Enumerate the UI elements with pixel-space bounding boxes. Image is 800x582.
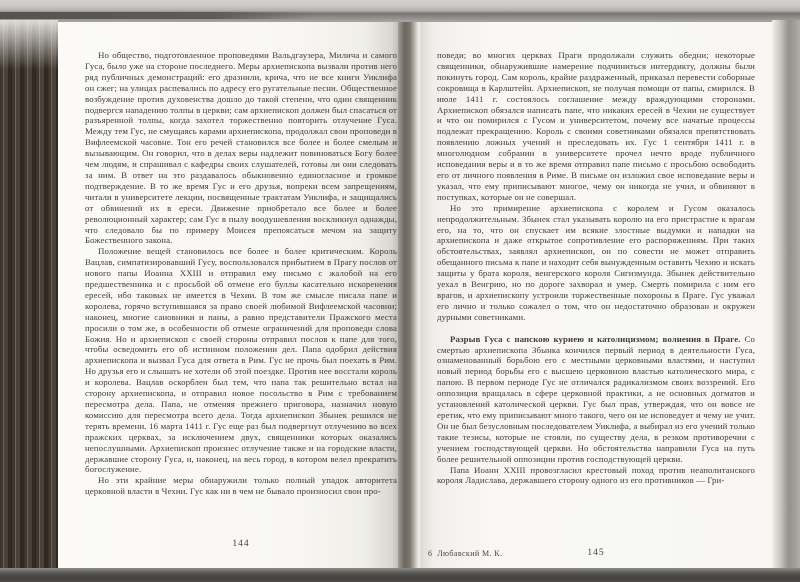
scanner-bottom-edge xyxy=(0,568,800,582)
paragraph-right-2: Но это примирение архиепископа с королем и Гусом оказалось непродолжительным. Збынек стал указывать королю на его пристрастие к врагам его, на то, что он спускает им всякие злостные выдумки и нападки на архиепископа и даже открытое сопротивление его распоряжениям. При таких обстоятельствах, заявлял архиепископ, он по совести не может отправить обещанного письма к папе и находит себя вынужденным оставить Чехию и искать защиты у брата короля, венгерского короля Сигизмунда. Збынек действительно уехал в Венгрию, но по дороге захворал и умер. Смерть помирила с ним его врагов, и архиепископу устроили торжественные похороны в Праге. Гус уважал его лично и только сожалел о том, что он недостаточно образован и окружен дурными советниками. xyxy=(437,202,755,322)
book-spine-gutter xyxy=(398,22,420,568)
paragraph-right-1: поведи; во многих церквах Праги продолжали служить обедни; некоторые священники, обнаружившие намерение подчиниться интердикту, должны были покинуть город. Сам король, крайне раздраженный, приказал перевести соборные сокровища в Карлштейн. Архиепископ, не получая помощи от папы, смирился. В июле 1411 г. состоялось соглашение между враждующими сторонами. Архиепископ обязался написать папе, что никаких ересей в Чехии не существует и что он помирился с Гусом и университетом, почему все начатые процессы подлежат прекращению. Король с своими советниками обязался препятствовать появлению ложных учений и преследовать их. Гус 1 сентября 1411 г. в многолюдном собрании в университете прочел нечто вроде публичного исповедания веры и в то же время отправил папе письмо с просьбою освободить его от личного появления в Риме. В письме он изложил свое исповедание веры и указал, что ему приписывают многое, чему он никогда не учил, и обвиняют в поступках, которые он не совершал. xyxy=(437,50,755,202)
left-page-number: 144 xyxy=(232,539,250,549)
right-page-text xyxy=(437,50,755,486)
signature-mark: 6 Любавский М. К. xyxy=(428,549,503,558)
paragraph-left-1: Но общество, подготовленное проповедями Вальдгаузера, Милича и самого Гуса, было уже на стороне последнего. Меры архиепископа вызвали против него ряд публичных демонстраций: его дразнили, крича, что не все книги Уиклифа он сжег; на улицах распевались по адресу его ругательные песни. Общественное возбуждение против духовенства дошло до такой степени, что один священник подвергся нападению толпы в церкви; сам архиепископ должен был спасаться от разъяренной толпы, когда захотел торжественно повторить отлучение Гуса. Между тем Гус, не смущаясь карами архиепископа, продолжал свои проповеди в Вифлеемской часовне. Тон его речей становился все более и более смелым и вызывающим. Он говорил, что в делах веры надлежит повиноваться Богу более чем людям, и спрашивал с кафедры своих слушателей, готовы ли они следовать за ним. В ответ на это раздавалось обыкновенно единогласное и громкое подтверждение. В то же время Гус и его друзья, вопреки всем запрещениям, читали в университете лекции, посвященные трактатам Уиклифа, и защищались от обвинений их в ереси. Движение приобретало все более и более революционный характер; сам Гус в пылу воодушевления воскликнул однажды, что следовало бы по примеру Моисея препоясаться мечом на защиту Божественного закона. xyxy=(85,50,397,246)
paragraph-left-3: Но эти крайние меры обнаружили только полный упадок авторитета церковной власти в Чехии. Гус как ни в чем не бывало произносил свои про- xyxy=(85,475,397,497)
section-heading: Разрыв Гуса с папскою куриею и католицизмом; волнения в Праге. xyxy=(450,333,741,344)
left-page-text xyxy=(85,50,397,497)
paragraph-right-4: Папа Иоанн XXIII провозгласил крестовый поход против неаполитанского короля Ладислава, державшего сторону одного из его противников — Гри- xyxy=(437,464,755,486)
section-body: Со смертью архиепископа Збынка кончился первый период в деятельности Гуса, ознаменованный борьбою его с местными церковными властями, и наступил новый период борьбы его с высшею церковною властью католического мира, с папою. В первом периоде Гус не отличался радикализмом своих воззрений. Его оппозиция вращалась в сфере церковной практики, а не основных догматов и установлений католической церкви. Гус был прав, утверждая, что он вовсе не еретик, что ему приписывают много такого, чего он не исповедует и чему не учит. Он не был безусловным последователем Уиклифа, а выбирал из его учений только такие тезисы, которые не стояли, по существу дела, в резком противоречии с учением господствующей церкви. Но обстоятельства направили Гуса на путь более решительной оппозиции против господствующей церкви. xyxy=(437,333,755,464)
right-page-footer xyxy=(420,549,772,563)
left-page-edges xyxy=(0,20,58,570)
paragraph-left-2: Положение вещей становилось все более и более критическим. Король Вацлав, симпатизировавший Гусу, воспользовался прибытием в Прагу послов от нового папы Иоанна XXIII и отправил ему письмо с жалобой на его предшественника и с просьбой об отмене его буллы касательно искоренения ересей, ибо таковых не имеется в Чехии. В том же смысле писала папе и королева, горячо вступившаяся за право своей любимой Вифлеемской часовни; наконец, многие сановники и паны, а равно представители Пражского места просили о том же, в особенности об отмене ограничений для проповеди слова Божия. Но и архиепископ с своей стороны отправил послов к папе для того, чтобы осведомить его об истинном положении дел. Папа одобрил действия архиепископа и вызвал Гуса для ответа в Рим. Гус не прочь был поехать в Рим. Но друзья его и слышать не хотели об этой поездке. Против нее восстали король и королева. Вацлав оскорблен был тем, что папа так решительно встал на сторону архиепископа, и отправил новое посольство в Рим с требованием пересмотра дела. Папа, не отменяя прежнего приговора, назначил новую комиссию для пересмотра всего дела. Тогда архиепископ Збынек решился не терять времени. 16 марта 1411 г. Гус еще раз был подвергнут отлучению во всех пражских церквах, за исключением двух, священники которых оказались непослушными. Архиепископ произнес отлучение также и на городские власти, державшие сторону Гуса, и, наконец, на весь город, в котором велел прекратить богослужение. xyxy=(85,246,397,475)
right-page-number: 145 xyxy=(587,548,605,558)
right-page xyxy=(420,22,772,568)
left-page xyxy=(58,22,398,568)
right-page-edge xyxy=(772,20,800,570)
paragraph-right-3 xyxy=(437,334,755,465)
scanner-top-edge xyxy=(0,0,800,22)
